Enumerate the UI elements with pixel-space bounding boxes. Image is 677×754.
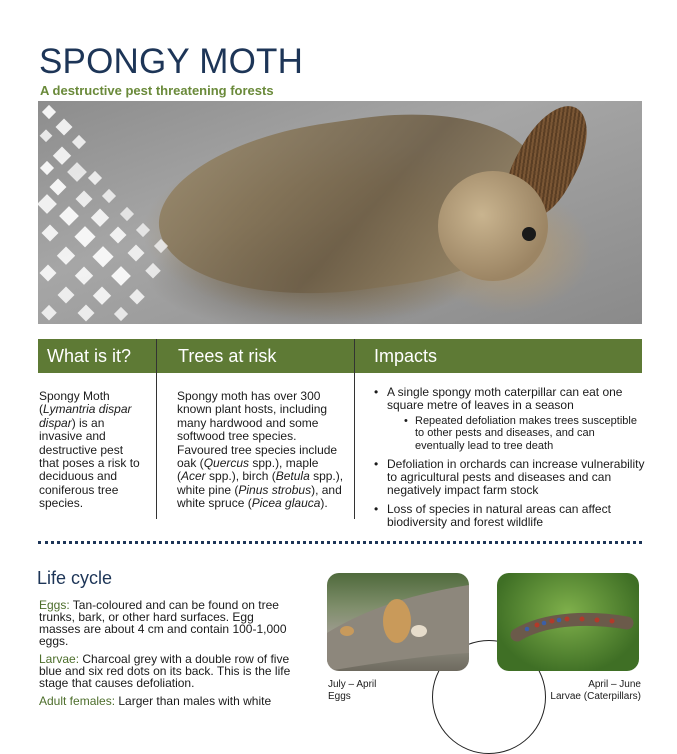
moth-photo bbox=[38, 101, 642, 324]
table-header-band bbox=[38, 339, 642, 373]
impact-item: • Loss of species in natural areas can affect biodiversity and forest wildlife bbox=[374, 503, 646, 529]
header-impacts: Impacts bbox=[374, 346, 438, 366]
page-title: SPONGY MOTH bbox=[39, 42, 304, 81]
column-divider bbox=[156, 339, 157, 519]
moth-eye bbox=[522, 227, 536, 241]
caterpillar-illustration bbox=[497, 573, 639, 671]
eggs-photo bbox=[327, 573, 469, 671]
trees-at-risk-text: Spongy moth has over 300 known plant hosts, including many hardwood and some softwood tree species. Favoured tree species include oak (Quercus spp.), maple (Acer spp.), birch (Betula spp.), white pine (Pinus strobus), and white spruce (Picea glauca). bbox=[177, 389, 344, 511]
larvae-paragraph: Larvae: Charcoal grey with a double row of five blue and six red dots on its back. This is the life stage that causes defoliation. bbox=[39, 652, 291, 690]
impact-item: • Defoliation in orchards can increase vulnerability to agricultural pests and diseases and can negatively impact farm stock bbox=[374, 458, 646, 496]
moth-head bbox=[438, 171, 548, 281]
impacts-list bbox=[374, 386, 646, 534]
adult-paragraph: Adult females: Larger than males with white bbox=[39, 694, 272, 708]
section-divider bbox=[38, 541, 642, 544]
header-what-is-it: What is it? bbox=[47, 346, 132, 366]
eggs-caption: July – April Eggs bbox=[328, 679, 377, 702]
life-cycle-text bbox=[39, 599, 291, 713]
impact-item: • A single spongy moth caterpillar can eat one square metre of leaves in a season • Repeated defoliation makes trees susceptible to other pests and diseases, and can eventually lead to tree death bbox=[374, 386, 646, 452]
larvae-caption: April – June Larvae (Caterpillars) bbox=[550, 679, 641, 702]
diamond-pattern-overlay bbox=[38, 101, 188, 324]
column-divider bbox=[354, 339, 355, 519]
egg-mass-illustration bbox=[327, 573, 469, 671]
life-cycle-title: Life cycle bbox=[37, 568, 113, 588]
what-is-it-text: Spongy Moth (Lymantria dispar dispar) is an invasive and destructive pest that poses a risk to deciduous and coniferous tree species. bbox=[39, 389, 140, 511]
larvae-photo bbox=[497, 573, 639, 671]
page-subtitle: A destructive pest threatening forests bbox=[40, 83, 274, 98]
header-trees-at-risk: Trees at risk bbox=[178, 346, 277, 366]
eggs-paragraph: Eggs: Tan-coloured and can be found on tree trunks, bark, or other hard surfaces. Egg masses are about 4 cm and contain 100-1,000 eggs. bbox=[39, 598, 287, 648]
impact-subitem: • Repeated defoliation makes trees susceptible to other pests and diseases, and can eventually lead to tree death bbox=[387, 415, 646, 453]
